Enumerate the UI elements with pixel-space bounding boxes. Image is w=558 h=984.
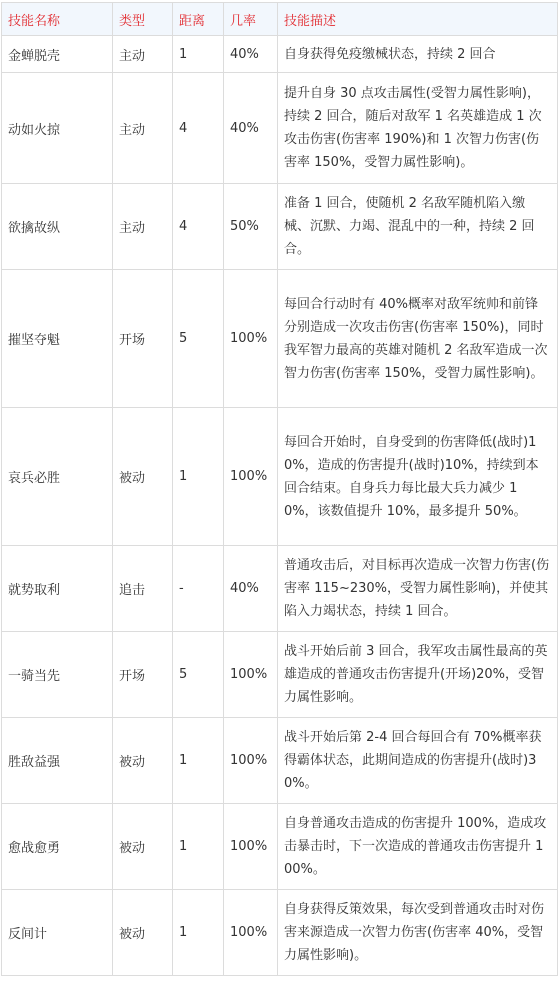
skill-description: 每回合行动时有 40%概率对敌军统帅和前锋分别造成一次攻击伤害(伤害率 150%)，同时我军智力最高的英雄对随机 2 名敌军造成一次智力伤害(伤害率 150%，受智力属性影响)。 xyxy=(278,270,558,408)
skill-type: 被动 xyxy=(113,890,173,976)
skill-distance: - xyxy=(173,546,224,632)
skill-table xyxy=(1,2,558,976)
skill-name: 一骑当先 xyxy=(2,632,113,718)
table-row xyxy=(2,546,558,632)
skill-distance: 4 xyxy=(173,184,224,270)
skill-type: 追击 xyxy=(113,546,173,632)
skill-rate: 50% xyxy=(224,184,278,270)
skill-rate: 100% xyxy=(224,890,278,976)
table-row xyxy=(2,632,558,718)
skill-name: 摧坚夺魁 xyxy=(2,270,113,408)
skill-distance: 1 xyxy=(173,890,224,976)
skill-description: 战斗开始后前 3 回合，我军攻击属性最高的英雄造成的普通攻击伤害提升(开场)20%，受智力属性影响。 xyxy=(278,632,558,718)
skill-name: 动如火掠 xyxy=(2,73,113,184)
table-row xyxy=(2,890,558,976)
skill-type: 开场 xyxy=(113,270,173,408)
skill-name: 哀兵必胜 xyxy=(2,408,113,546)
skill-distance: 4 xyxy=(173,73,224,184)
skill-distance: 5 xyxy=(173,632,224,718)
header-skill-name: 技能名称 xyxy=(2,3,113,36)
skill-distance: 5 xyxy=(173,270,224,408)
skill-description: 自身获得反策效果，每次受到普通攻击时对伤害来源造成一次智力伤害(伤害率 40%，受智力属性影响)。 xyxy=(278,890,558,976)
skill-distance: 1 xyxy=(173,804,224,890)
header-rate: 几率 xyxy=(224,3,278,36)
skill-type: 主动 xyxy=(113,73,173,184)
skill-rate: 100% xyxy=(224,408,278,546)
skill-type: 被动 xyxy=(113,804,173,890)
skill-description: 准备 1 回合，使随机 2 名敌军随机陷入缴械、沉默、力竭、混乱中的一种，持续 2 回合。 xyxy=(278,184,558,270)
skill-description: 提升自身 30 点攻击属性(受智力属性影响)，持续 2 回合，随后对敌军 1 名英雄造成 1 次攻击伤害(伤害率 190%)和 1 次智力伤害(伤害率 150%，受智力属性影响)。 xyxy=(278,73,558,184)
skill-name: 愈战愈勇 xyxy=(2,804,113,890)
skill-description: 自身普通攻击造成的伤害提升 100%，造成攻击暴击时，下一次造成的普通攻击伤害提升 100%。 xyxy=(278,804,558,890)
skill-description: 战斗开始后第 2-4 回合每回合有 70%概率获得霸体状态，此期间造成的伤害提升(战时)30%。 xyxy=(278,718,558,804)
skill-name: 就势取利 xyxy=(2,546,113,632)
skill-type: 被动 xyxy=(113,408,173,546)
header-description: 技能描述 xyxy=(278,3,558,36)
table-row xyxy=(2,804,558,890)
skill-type: 主动 xyxy=(113,184,173,270)
skill-name: 欲擒故纵 xyxy=(2,184,113,270)
skill-name: 胜敌益强 xyxy=(2,718,113,804)
table-row xyxy=(2,36,558,73)
table-row xyxy=(2,73,558,184)
skill-name: 反间计 xyxy=(2,890,113,976)
skill-rate: 40% xyxy=(224,546,278,632)
table-row xyxy=(2,718,558,804)
skill-rate: 100% xyxy=(224,632,278,718)
table-row xyxy=(2,184,558,270)
header-type: 类型 xyxy=(113,3,173,36)
table-header-row xyxy=(2,3,558,36)
skill-name: 金蝉脱壳 xyxy=(2,36,113,73)
skill-distance: 1 xyxy=(173,718,224,804)
skill-distance: 1 xyxy=(173,408,224,546)
skill-type: 主动 xyxy=(113,36,173,73)
table-row xyxy=(2,270,558,408)
skill-rate: 100% xyxy=(224,804,278,890)
skill-rate: 100% xyxy=(224,718,278,804)
skill-rate: 100% xyxy=(224,270,278,408)
skill-description: 普通攻击后，对目标再次造成一次智力伤害(伤害率 115~230%，受智力属性影响)，并使其陷入力竭状态，持续 1 回合。 xyxy=(278,546,558,632)
skill-type: 开场 xyxy=(113,632,173,718)
skill-type: 被动 xyxy=(113,718,173,804)
skill-description: 每回合开始时，自身受到的伤害降低(战时)10%，造成的伤害提升(战时)10%，持续到本回合结束。自身兵力每比最大兵力减少 10%，该数值提升 10%，最多提升 50%。 xyxy=(278,408,558,546)
header-distance: 距离 xyxy=(173,3,224,36)
skill-distance: 1 xyxy=(173,36,224,73)
skill-rate: 40% xyxy=(224,73,278,184)
skill-description: 自身获得免疫缴械状态，持续 2 回合 xyxy=(278,36,558,73)
table-row xyxy=(2,408,558,546)
skill-rate: 40% xyxy=(224,36,278,73)
